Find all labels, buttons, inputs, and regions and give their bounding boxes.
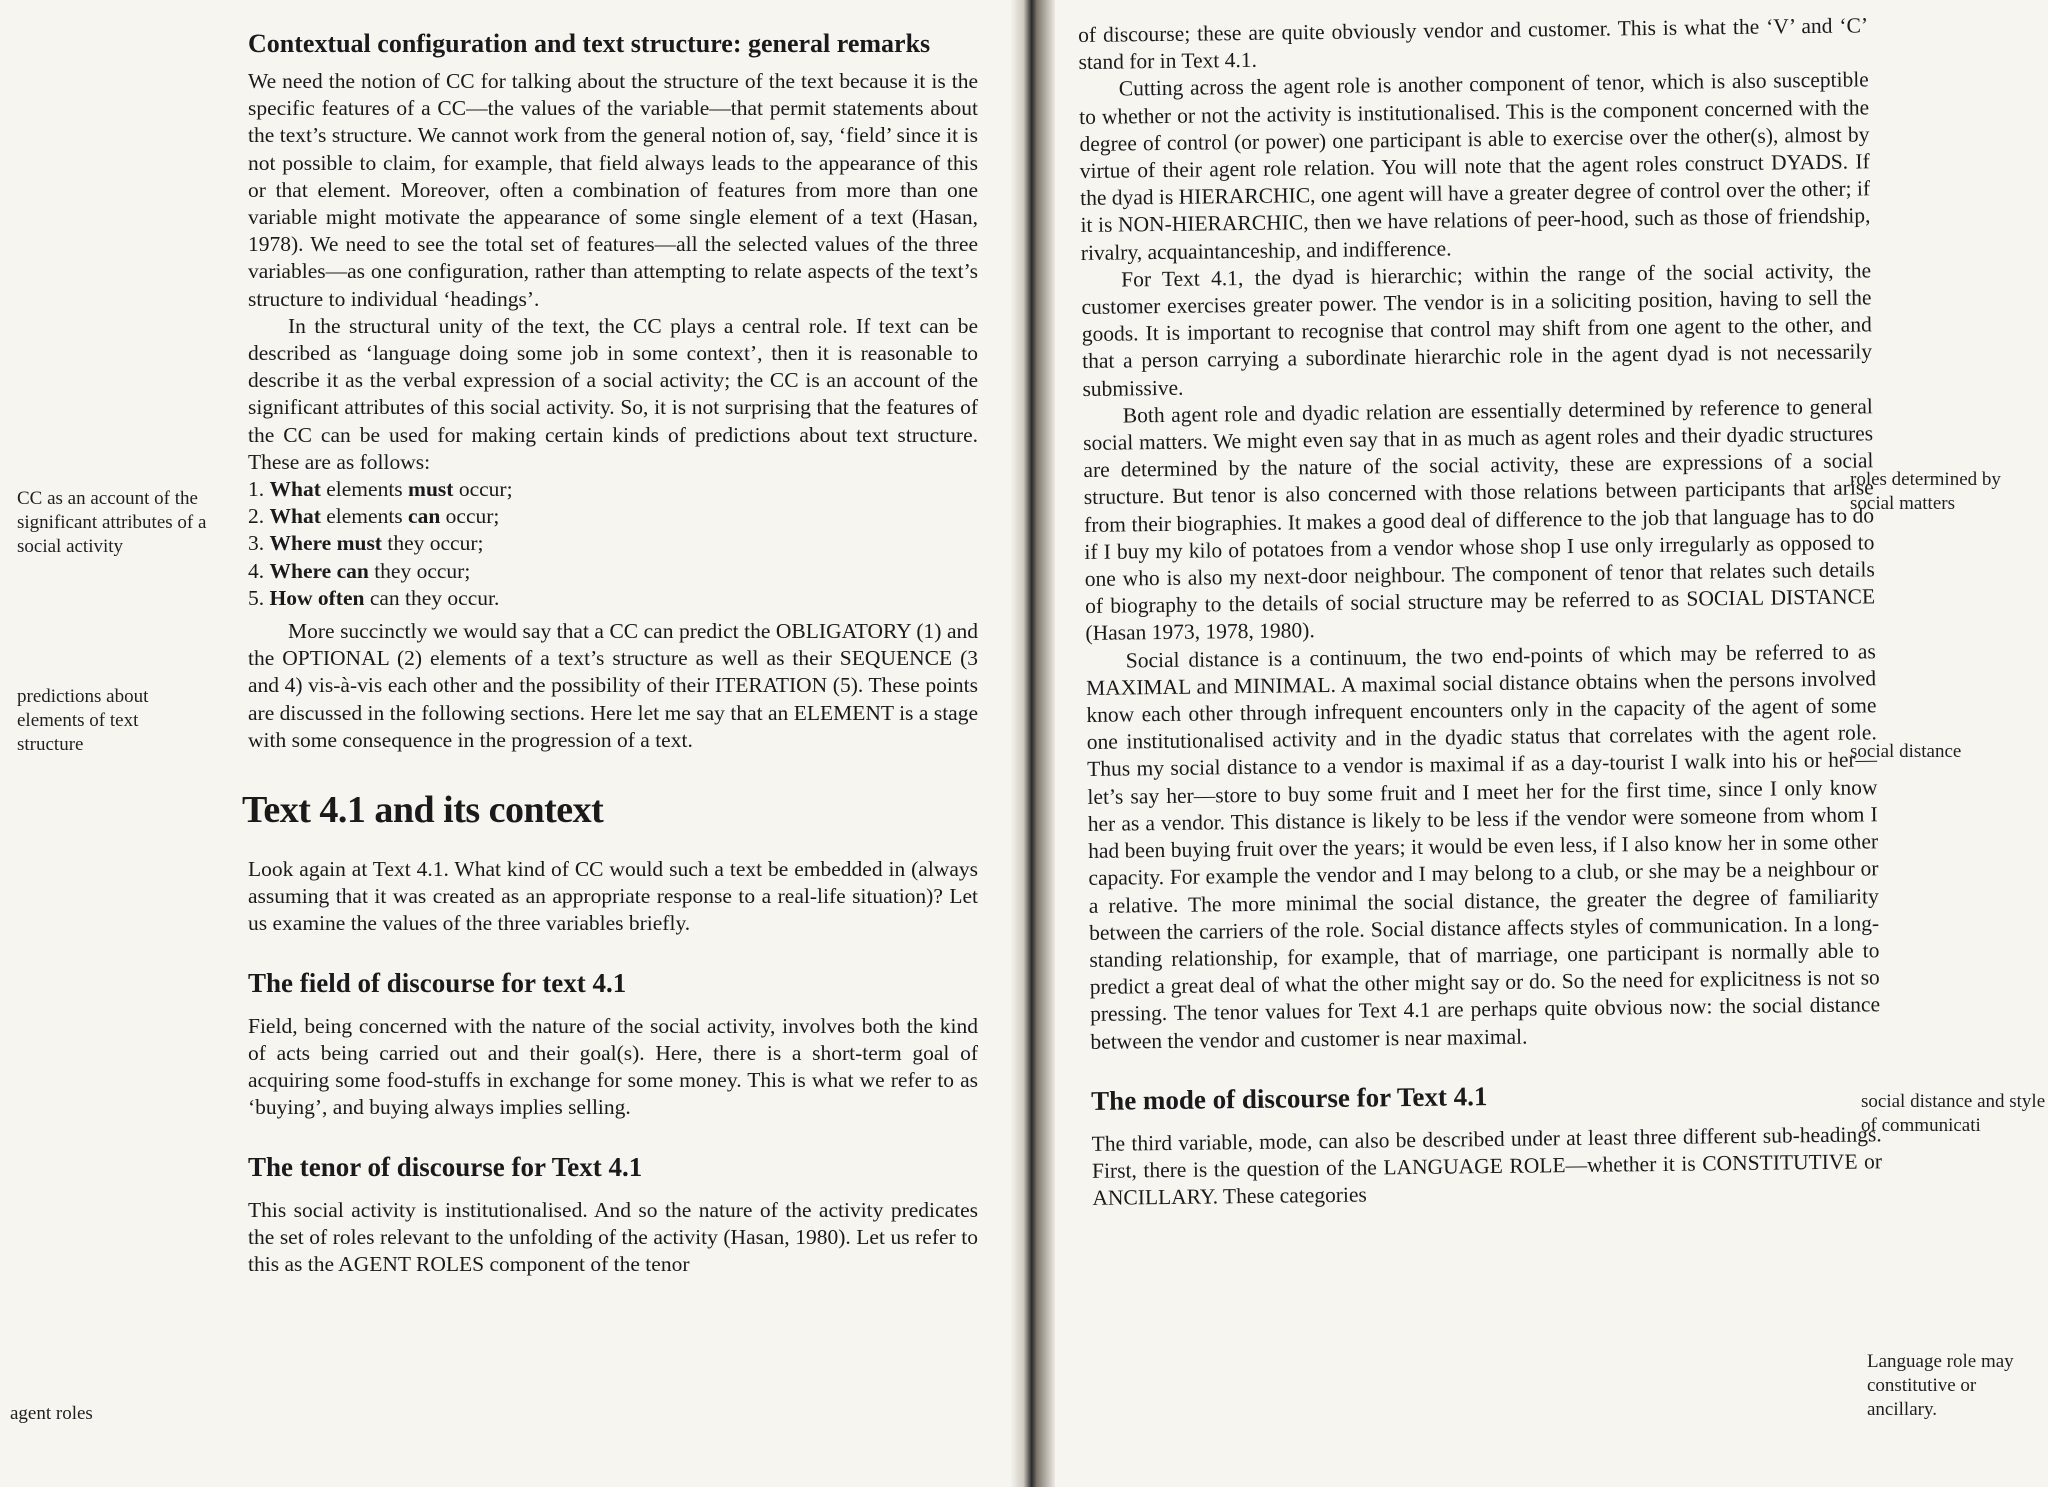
paragraph: More succinctly we would say that a CC can predict the OBLIGATORY (1) and the OPTIONAL (2) elements of a text’s structure as well as their SEQUENCE (3 and 4) vis-à-vis each other and the possibility of their ITERATION (5). These points are discussed in the following sections. Here let me say that an ELEMENT is a stage with some consequence in the progression of a text. [248,619,978,752]
book-gutter [1010,0,1055,1487]
mode-title: The mode of discourse for Text 4.1 [1090,1080,1488,1116]
right-text-column [1078,12,1882,1212]
list-item: 3. Where must they occur; [248,531,484,556]
margin-gloss-style: social distance and style of communicati [1861,1091,2046,1136]
paragraph: In the structural unity of the text, the CC plays a central role. If text can be described as ‘language doing some job in some context’, then it is reasonable to describe it as the verbal expression of a social activity; the CC is an account of the significant attributes of this social activity. So, it is not surprising that the features of the CC can be used for making certain kinds of predictions about text structure. These are as follows: [248,313,978,474]
left-page [0,0,1010,1487]
paragraph: Look again at Text 4.1. What kind of CC would such a text be embedded in (always assuming that it was created as an appropriate response to a real-life situation)? Let us examine the values of the three variables briefly. [248,857,978,936]
margin-gloss-agent-roles: agent roles [10,1403,93,1424]
list-item: 2. What elements can occur; [248,504,500,529]
paragraph: The third variable, mode, can also be described under at least three different sub-headings. First, there is the question of the LANGUAGE ROLE—whether it is CONSTITUTIVE or ANCILLARY. These categories [1091,1121,1883,1211]
paragraph: Field, being concerned with the nature of the social activity, involves both the kind of acts being carried out and their goal(s). Here, there is a short-term goal of acquiring some food-stuffs in exchange for some money. This is what we refer to as ‘buying’, and buying always implies selling. [248,1013,978,1120]
section-title: Text 4.1 and its context [242,789,604,832]
paragraph: We need the notion of CC for talking about the structure of the text because it is the specific features of a CC—the values of the variable—that permit statements about the text’s structure. We cannot work from the general notion of, say, ‘field’ since it is not possible to claim, for example, that field always leads to the appearance of this or that element. Moreover, often a combination of features from more than one variable might motivate the appearance of some single element of a text (Hasan, 1978). We need to see the total set of features—all the selected values of the three variables—as one configuration, rather than attempting to relate aspects of the text’s structure to individual ‘headings’. [248,69,978,311]
paragraph: Social distance is a continuum, the two end-points of which may be referred to as MAXIMAL and MINIMAL. A maximal social distance obtains when the persons involved know each other through infrequent encounters only in the capacity of the agent of some one institutionalised activity and in the dyadic status that correlates with the agent role. Thus my social distance to a vendor is maximal if as a day-tourist I walk into his or her—let’s say her—store to buy some fruit and I meet her for the first time, since I only know her as a vendor. This distance is likely to be less if the vendor were someone from whom I had been buying fruit over the years; it would be even less, if I also know her in some other capacity. For example the vendor and I may belong to a club, or she may be a neighbour or a relative. The more minimal the social distance, the greater the degree of familiarity between the carriers of the role. Social distance affects styles of communication. In a long-standing relationship, for example, that of marriage, one participant is normally able to predict a great deal of what the other might say or do. So the need for explicitness is not so pressing. The tenor values for Text 4.1 are perhaps quite obvious now: the social distance between the vendor and customer is near maximal. [1085,638,1881,1054]
heading-general-remarks: Contextual configuration and text structure: general remarks [248,29,931,58]
field-title: The field of discourse for text 4.1 [248,967,627,998]
list-item: 1. What elements must occur; [248,477,513,502]
paragraph: Cutting across the agent role is another component of tenor, which is also susceptible to whether or not the activity is institutionalised. This is the component concerned with the degree of control (or power) one participant is able to exercise over the other(s), almost by virtue of their agent role relation. You will note that the agent roles construct DYADS. If the dyad is HIERARCHIC, one agent will have a greater degree of control over the other; if it is NON-HIERARCHIC, then we have relations of peer-hood, such as those of friendship, rivalry, acquaintanceship, and indifference. [1079,67,1871,265]
tenor-title: The tenor of discourse for Text 4.1 [248,1151,643,1182]
paragraph: Both agent role and dyadic relation are essentially determined by reference to general social matters. We might even say that in as much as agent roles and their dyadic structures are determined by the nature of the social activity, these are expressions of a social structure. But tenor is also concerned with those relations between participants that arise from their biographies. It makes a good deal of difference to the job that language has to do if I buy my kilo of potatoes from a vendor whose shop I use only irregularly as opposed to one who is also my next-door neighbour. The component of tenor that relates such details of biography to the details of social structure may be referred to as SOCIAL DISTANCE (Hasan 1973, 1978, 1980). [1082,394,1876,646]
paragraph: For Text 4.1, the dyad is hierarchic; within the range of the social activity, the customer exercises greater power. The vendor is in a soliciting position, having to sell the goods. It is important to recognise that control may shift from one agent to the other, and that a person carrying a subordinate hierarchic role in the agent dyad is not necessarily submissive. [1081,258,1873,401]
list-item: 5. How often can they occur. [248,585,500,610]
right-page [1055,0,2048,1487]
paragraph: of discourse; these are quite obviously vendor and customer. This is what the ‘V’ and ‘C’ stand for in Text 4.1. [1078,13,1869,75]
list-item: 4. Where can they occur; [248,558,471,583]
margin-gloss-cc-account: CC as an account of the significant attributes of a social activity [17,488,207,557]
left-text-column [242,22,978,1278]
margin-gloss-language-role: Language role may constitutive or ancillary. [1867,1351,2014,1420]
prediction-list [248,476,978,612]
margin-gloss-social-distance: social distance [1850,741,1962,762]
margin-gloss-predictions: predictions about elements of text structure [17,686,149,755]
margin-gloss-roles-determined: roles determined by social matters [1850,469,2001,514]
paragraph: This social activity is institutionalised. And so the nature of the activity predicates the set of roles relevant to the unfolding of the activity (Hasan, 1980). Let us refer to this as the AGENT ROLES component of the tenor [248,1197,978,1276]
